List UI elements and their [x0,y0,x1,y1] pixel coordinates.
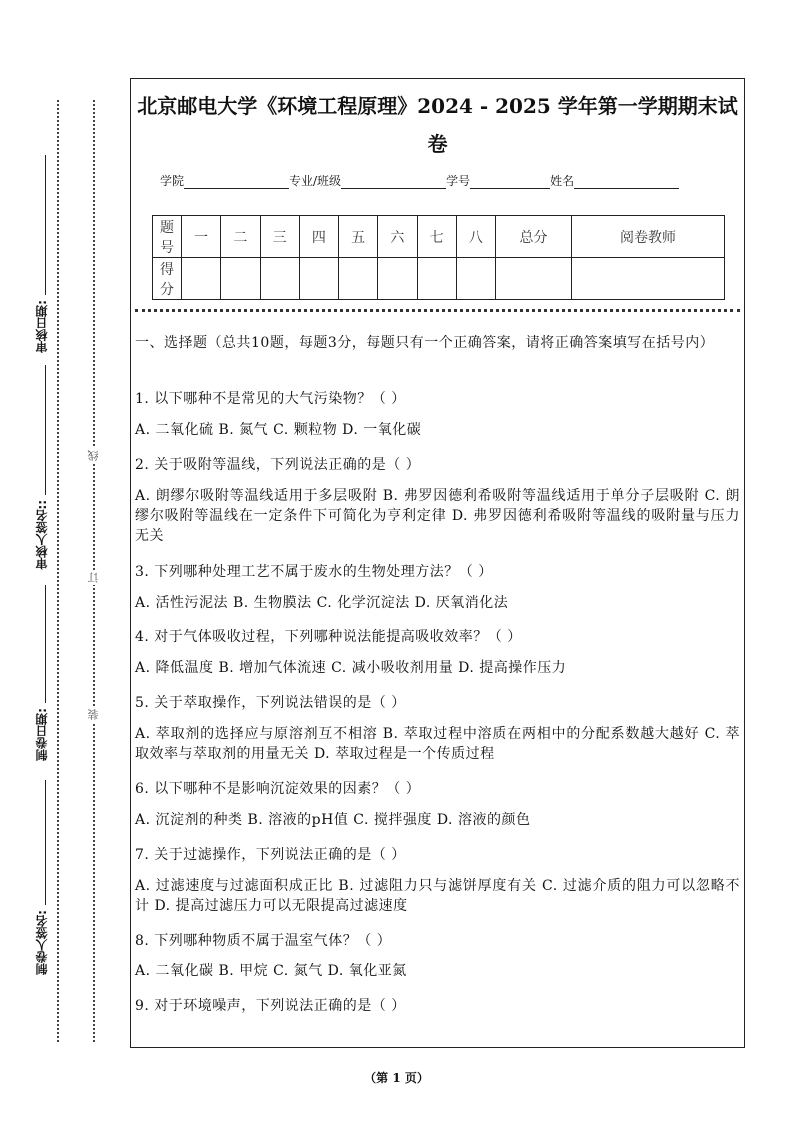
header-cell: 题号 [153,216,182,258]
page-number: （第 1 页） [364,1071,429,1085]
score-cell[interactable] [221,258,260,300]
options-2: A. 朗缪尔吸附等温线适用于多层吸附 B. 弗罗因德利希吸附等温线适用于单分子层吸附 C. 朗缪尔吸附等温线在一定条件下可简化为亨利定律 D. 弗罗因德利希吸附等温线的吸附量与压力无关 [135,488,740,544]
header-cell: 五 [339,216,378,258]
score-cell[interactable] [572,258,725,300]
header-cell: 四 [299,216,338,258]
header-cell: 总分 [496,216,572,258]
question-1: 1. 以下哪种不是常见的大气污染物？（ ） [135,391,406,407]
reviewer-signature-label: 审核人签名:: [35,500,49,570]
options-3: A. 活性污泥法 B. 生物膜法 C. 化学沉淀法 D. 厌氧消化法 [135,595,509,611]
student-id-field[interactable] [470,174,550,189]
score-cell[interactable] [260,258,299,300]
question-9: 9. 对于环境噪声，下列说法正确的是（ ） [135,998,406,1014]
header-cell: 七 [417,216,456,258]
question-7: 7. 关于过滤操作，下列说法正确的是（ ） [135,847,406,863]
header-cell: 三 [260,216,299,258]
field-label-name: 姓名 [550,174,575,188]
cut-char-zhuang: 装 [87,709,100,720]
question-6: 6. 以下哪种不是影响沉淀效果的因素？（ ） [135,781,421,797]
score-row-label: 得分 [153,258,182,300]
prepare-date-line [45,585,46,703]
header-cell: 阅卷教师 [572,216,725,258]
review-date-label: 审核日期: [35,300,49,353]
score-row [153,258,725,300]
score-table [152,215,725,300]
options-4: A. 降低温度 B. 增加气体流速 C. 减小吸收剂用量 D. 提高操作压力 [135,660,567,676]
score-cell[interactable] [182,258,221,300]
header-cell: 八 [456,216,495,258]
section-heading: 一、选择题（总共10题，每题3分，每题只有一个正确答案，请将正确答案填写在括号内） [135,335,715,351]
cut-char-xian: 线 [87,450,100,461]
question-2: 2. 关于吸附等温线，下列说法正确的是（ ） [135,457,421,473]
preparer-signature-line [45,780,46,905]
question-5: 5. 关于萃取操作，下列说法错误的是（ ） [135,695,406,711]
prepare-date-label: 制卷日期: [35,708,49,761]
score-cell[interactable] [417,258,456,300]
field-label-college: 学院 [160,174,185,188]
score-table-header-row [153,216,725,258]
score-cell[interactable] [456,258,495,300]
name-field[interactable] [574,174,679,189]
options-1: A. 二氧化硫 B. 氮气 C. 颗粒物 D. 一氧化碳 [135,422,422,438]
score-cell[interactable] [378,258,417,300]
score-cell[interactable] [299,258,338,300]
separator-dotted-line [135,309,740,312]
options-5: A. 萃取剂的选择应与原溶剂互不相溶 B. 萃取过程中溶质在两相中的分配系数越大越好 C. 萃取效率与萃取剂的用量无关 D. 萃取过程是一个传质过程 [135,726,740,762]
question-8: 8. 下列哪种物质不属于温室气体？（ ） [135,933,392,949]
college-field[interactable] [184,174,289,189]
reviewer-signature-line [45,365,46,495]
binding-dotted-line-outer [57,100,59,1042]
question-4: 4. 对于气体吸收过程，下列哪种说法能提高吸收效率？（ ） [135,629,522,645]
review-date-line [45,155,46,295]
options-7: A. 过滤速度与过滤面积成正比 B. 过滤阻力只与滤饼厚度有关 C. 过滤介质的阻力可以忽略不计 D. 提高过滤压力可以无限提高过滤速度 [135,878,740,914]
score-cell[interactable] [496,258,572,300]
question-3: 3. 下列哪种处理工艺不属于废水的生物处理方法？（ ） [135,564,493,580]
field-label-major: 专业/班级 [289,174,342,188]
options-6: A. 沉淀剂的种类 B. 溶液的pH值 C. 搅拌强度 D. 溶液的颜色 [135,812,531,828]
header-cell: 六 [378,216,417,258]
cut-char-ding: 订 [87,572,100,583]
exam-title: 北京邮电大学《环境工程原理》2024 - 2025 学年第一学期期末试 [137,94,738,118]
score-cell[interactable] [339,258,378,300]
preparer-signature-label: 制卷人签名: [35,910,49,975]
student-info [160,172,679,189]
field-label-id: 学号 [446,174,471,188]
exam-title-cont: 卷 [427,132,448,156]
major-class-field[interactable] [341,174,446,189]
header-cell: 一 [182,216,221,258]
header-cell: 二 [221,216,260,258]
options-8: A. 二氧化碳 B. 甲烷 C. 氮气 D. 氧化亚氮 [135,963,407,979]
